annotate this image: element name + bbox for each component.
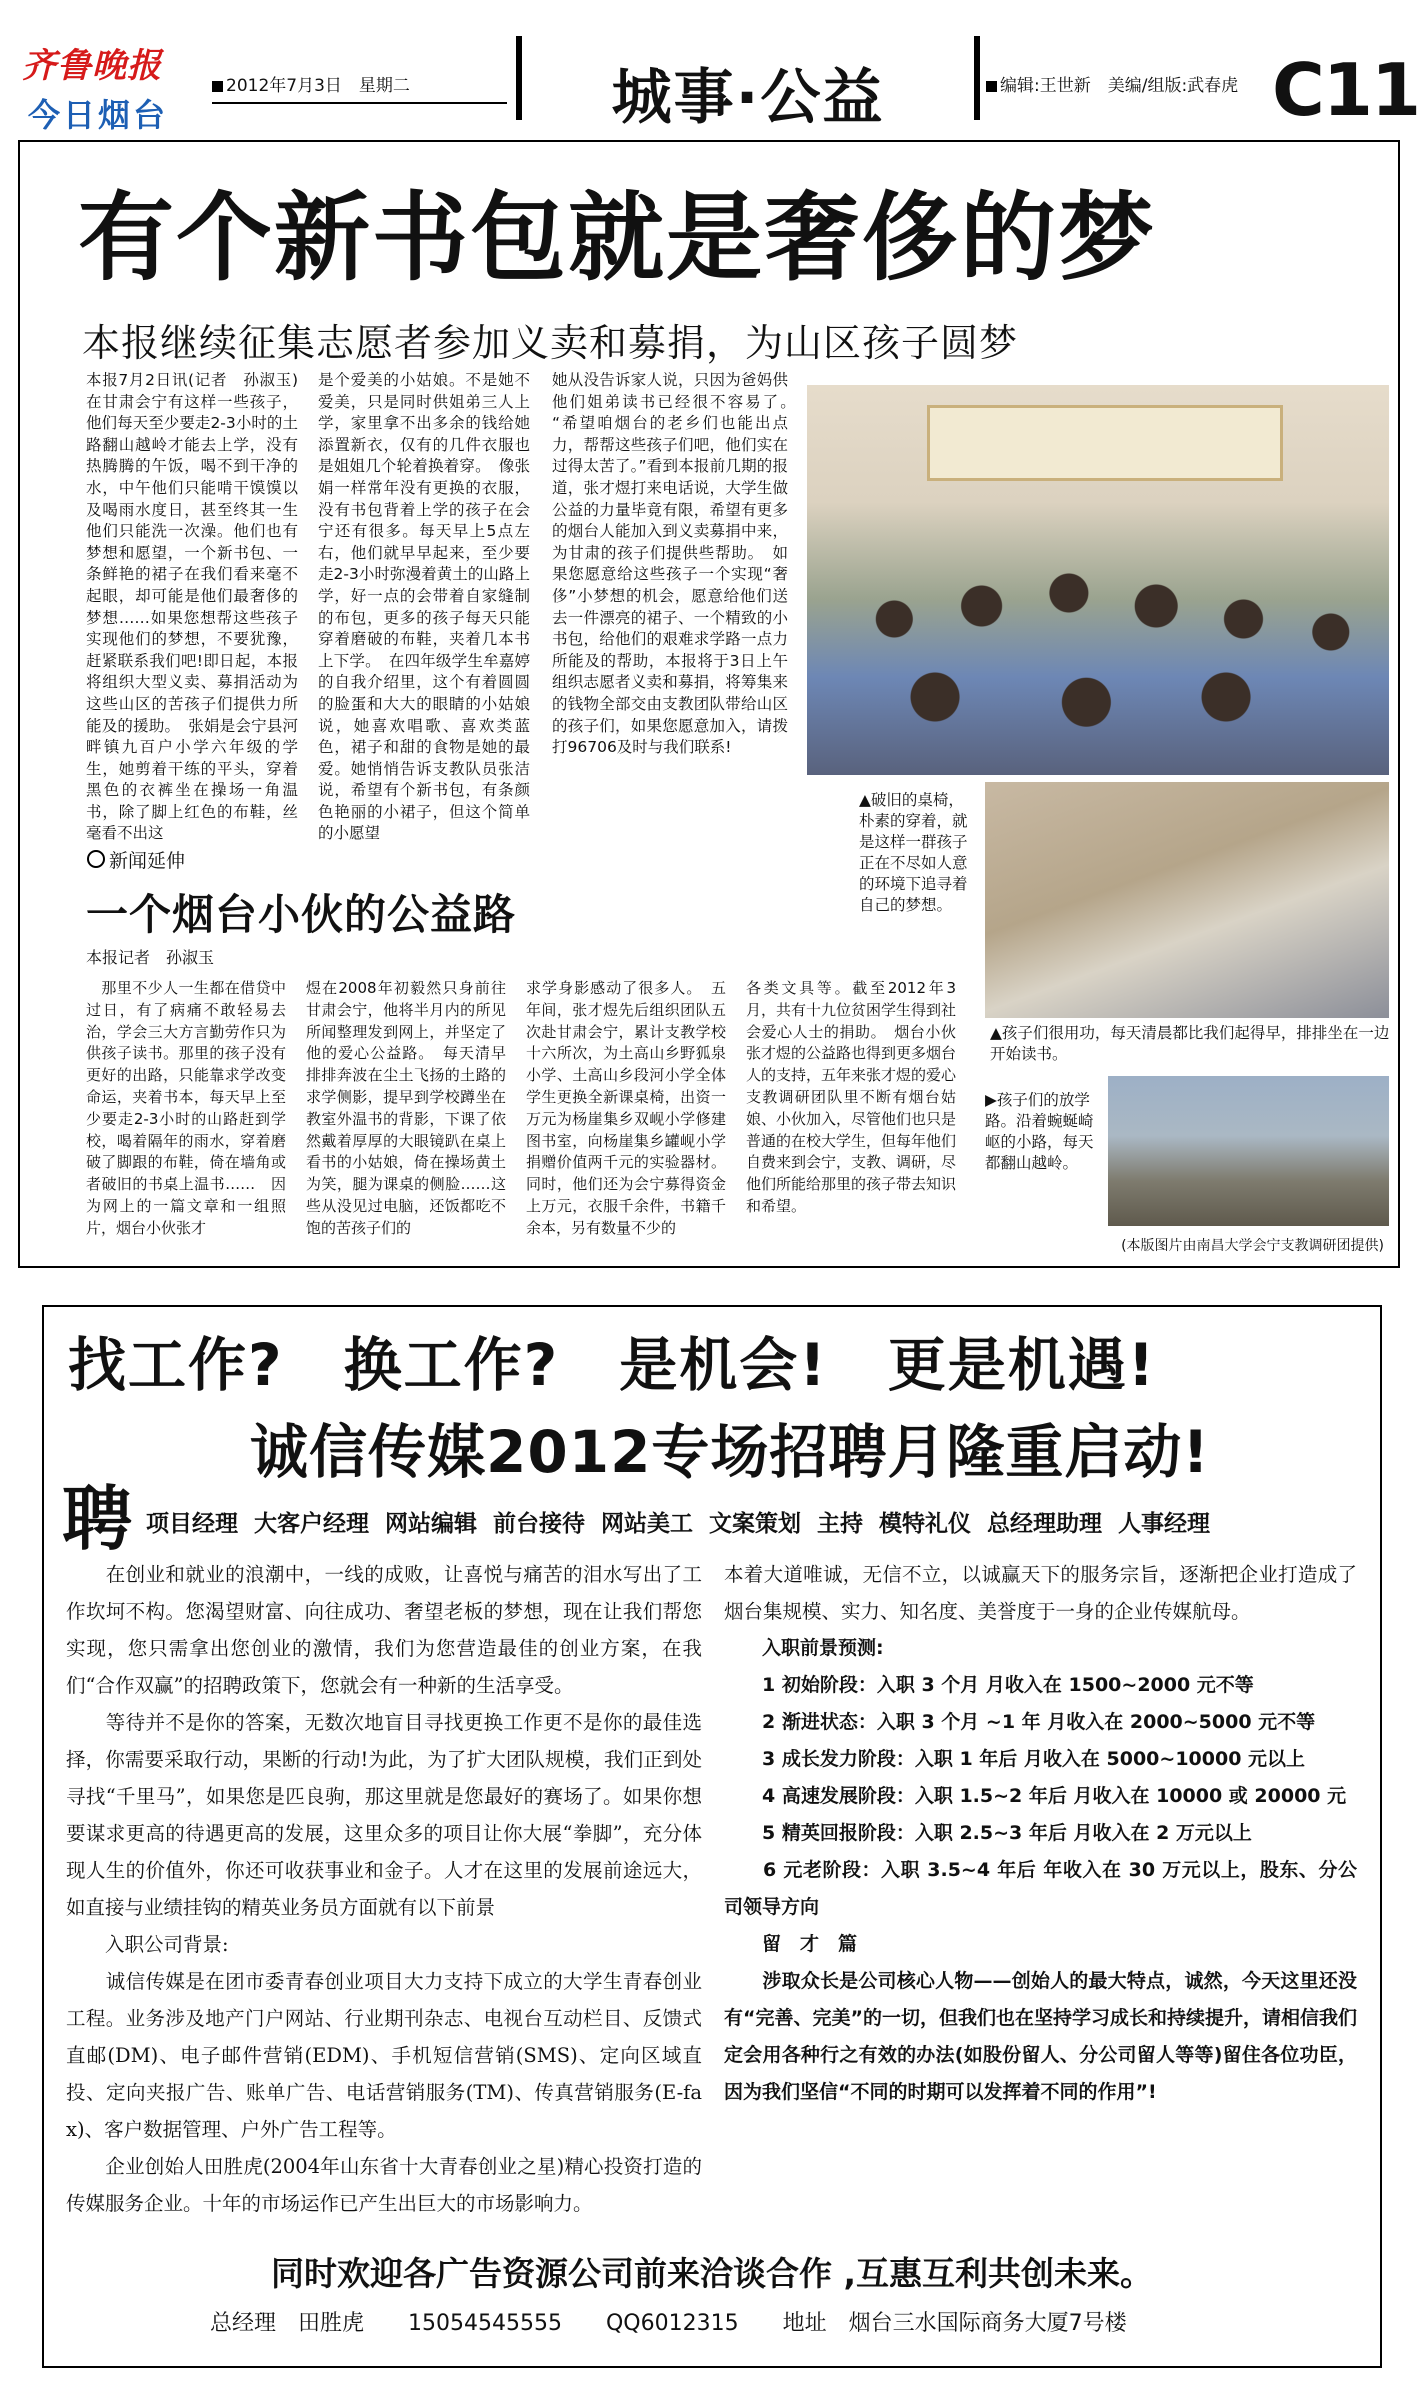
students-crowd	[807, 515, 1389, 775]
classroom-photo	[807, 385, 1389, 775]
photo-caption-road: ▶孩子们的放学路。沿着蜿蜒崎岖的小路，每天都翻山越岭。	[985, 1090, 1103, 1174]
prospect-item: 2 渐进状态：入职 3 个月 ~1 年 月收入在 2000~5000 元不等	[724, 1711, 1316, 1733]
prospect-item: 4 高速发展阶段：入职 1.5~2 年后 月收入在 10000 或 20000 元	[724, 1785, 1347, 1807]
story-column-3: 她从没告诉家人说，只因为爸妈供他们姐弟读书已经很不容易了。 “希望咱烟台的老乡们也能出点力，帮帮这些孩子们吧，他们实在过得太苦了。”看到本报前几期的报道，张才煜打来电话说，大学生做公益的力量毕竟有限，希望有更多的烟台人能加入到义卖募捐中来，为甘肃的孩子们提供些帮助。 如果您愿意给这些孩子一个实现“奢侈”小梦想的机会，愿意给他们送去一件漂亮的裙子、一个精致的小书包，给他们的艰难求学路一点力所能及的帮助，本报将于3日上午组织志愿者义卖和募捐，将筹集来的钱物全部交由支教团队带给山区的孩子们，如果您愿意加入，请拨打96706及时与我们联系!	[552, 371, 804, 757]
retain-title: 留 才 篇	[724, 1933, 858, 1955]
ad-right-column	[724, 1556, 1357, 2111]
job-title: 主持	[817, 1511, 863, 1537]
ad-footer-slogan: 同时欢迎各广告资源公司前来洽谈合作 ,互惠互利共创未来。	[270, 2254, 1154, 2293]
sub-story-byline: 本报记者 孙淑玉	[86, 948, 215, 967]
header-divider-right	[974, 36, 980, 120]
ad-left-column	[66, 1556, 702, 2222]
page-number: C11	[1272, 48, 1419, 132]
header-divider-left	[516, 36, 522, 120]
job-title: 总经理助理	[987, 1511, 1102, 1537]
photo-caption-reading: ▲孩子们很用功，每天清晨都比我们起得早，排排坐在一边开始读书。	[990, 1024, 1390, 1063]
prospect-item: 3 成长发力阶段：入职 1 年后 月收入在 5000~10000 元以上	[724, 1748, 1306, 1770]
story-column-2: 是个爱美的小姑娘。不是她不爱美，只是同时供姐弟三人上学，家里拿不出多余的钱给她添置新衣，仅有的几件衣服也是姐姐几个轮着换着穿。 像张娟一样常年没有更换的衣服，没有书包背着上学的孩子在会宁还有很多。每天早上5点左右，他们就早早起来，至少要走2-3小时弥漫着黄土的山路上学，好一点的会带着自家缝制的布包，更多的孩子每天只能穿着磨破的布鞋，夹着几本书上下学。 在四年级学生牟嘉婷的自我介绍里，这个有着圆圆的脸蛋和大大的眼睛的小姑娘说，她喜欢唱歌、喜欢类蓝色，裙子和甜的食物是她的最爱。她悄悄告诉支教队员张洁说，希望有个新书包，有条颜色艳丽的小裙子，但这个简单的小愿望	[318, 371, 530, 843]
sub-story-column-1: 那里不少人一生都在借贷中过日，有了病痛不敢轻易去治，学会三大方言勤劳作只为供孩子读书。那里的孩子没有更好的出路，只能靠求学改变命运，夹着书本，每天早上至少要走2-3小时的山路赶到学校，喝着隔年的雨水，穿着磨破了脚跟的布鞋，倚在墙角或者破旧的书桌上温书…… 因为网上的一篇文章和一组照片，烟台小伙张才	[86, 979, 286, 1237]
kicker-text: 新闻延伸	[109, 850, 186, 872]
issue-date	[212, 71, 410, 96]
photo-credit: (本版图片由南昌大学会宁支教调研团提供)	[984, 1236, 1384, 1257]
circle-bullet-icon	[87, 850, 105, 868]
sub-story-column-4: 各类文具等。截至2012年3月，共有十九位贫困学生得到社会爱心人士的捐助。 烟台小伙张才煜的公益路也得到更多烟台人的支持，五年来张才煜的爱心支教调研团队里不断有烟台姑娘、小伙加入，尽管他们也只是普通的在校大学生，但每年他们自费来到会宁，支教、调研，尽他们所能给那里的孩子带去知识和希望。	[746, 979, 957, 1215]
editor-credits	[986, 71, 1238, 96]
ad-subheadline: 诚信传媒2012专场招聘月隆重启动!	[250, 1418, 1210, 1486]
job-title: 网站美工	[601, 1511, 693, 1537]
job-title: 网站编辑	[385, 1511, 477, 1537]
square-bullet-icon	[212, 81, 223, 92]
prospect-item: 1 初始阶段：入职 3 个月 月收入在 1500~2000 元不等	[724, 1674, 1254, 1696]
sub-story-column-2: 煜在2008年初毅然只身前往甘肃会宁，他将半月内的所见所闻整理发到网上，并坚定了他的爱心公益路。 每天清早排排奔波在尘土飞扬的土路的求学侧影，提早到学校蹲坐在教室外温书的背影，下课了依然戴着厚厚的大眼镜趴在桌上看书的小姑娘，倚在操场黄土为笑，腿为课桌的侧脸……这些从没见过电脑，还饭都吃不饱的苦孩子们的	[306, 979, 506, 1237]
square-bullet-icon	[986, 81, 997, 92]
ad-hiring-glyph: 聘	[62, 1478, 132, 1560]
kicker	[87, 846, 185, 873]
prospect-item: 5 精英回报阶段：入职 2.5~3 年后 月收入在 2 万元以上	[724, 1822, 1252, 1844]
ad-paragraph: 诚信传媒是在团市委青春创业项目大力支持下成立的大学生青春创业工程。业务涉及地产门户网站、行业期刊杂志、电视台互动栏目、反馈式直邮(DM)、电子邮件营销(EDM)、手机短信营销(SMS)、定向区域直投、定向夹报广告、账单广告、电话营销服务(TM)、传真营销服务(E-fax)、客户数据管理、户外广告工程等。	[66, 1970, 702, 2141]
prospect-item: 6 元老阶段：入职 3.5~4 年后 年收入在 30 万元以上，股东、分公司领导方向	[724, 1859, 1357, 1918]
road-to-school-photo	[1108, 1076, 1389, 1226]
prospect-title: 入职前景预测:	[724, 1637, 884, 1659]
job-list	[146, 1505, 1210, 1538]
ad-paragraph: 企业创始人田胜虎(2004年山东省十大青春创业之星)精心投资打造的传媒服务企业。十年的市场运作已产生出巨大的市场影响力。	[66, 2155, 702, 2215]
sub-story-headline: 一个烟台小伙的公益路	[86, 890, 517, 939]
job-title: 项目经理	[146, 1511, 238, 1537]
newspaper-logo: 齐鲁晚报	[22, 46, 162, 86]
students-reading-photo	[985, 782, 1389, 1018]
story-headline: 有个新书包就是奢侈的梦	[78, 182, 1156, 294]
story-column-1: 本报7月2日讯(记者 孙淑玉) 在甘肃会宁有这样一些孩子，他们每天至少要走2-3小时的土路翻山越岭才能去上学，没有热腾腾的午饭，喝不到干净的水，中午他们只能啃干馍馍以及喝雨水度日，甚至终其一生他们只能洗一次澡。他们也有梦想和愿望，一个新书包、一条鲜艳的裙子在我们看来毫不起眼，却可能是他们最奢侈的梦想……如果您想帮这些孩子实现他们的梦想，不要犹豫，赶紧联系我们吧!即日起，本报将组织大型义卖、募捐活动为这些山区的苦孩子们提供力所能及的援助。 张娟是会宁县河畔镇九百户小学六年级的学生，她剪着干练的平头，穿着黑色的衣裤坐在操场一角温书，除了脚上红色的布鞋，丝毫看不出这	[86, 371, 314, 843]
editor-credits-text: 编辑:王世新 美编/组版:武春虎	[1000, 76, 1239, 96]
ad-headline: 找工作? 换工作? 是机会! 更是机遇!	[68, 1331, 1157, 1399]
photo-caption-classroom: ▲破旧的桌椅，朴素的穿着，就是这样一群孩子正在不尽如人意的环境下追寻着自己的梦想。	[859, 790, 977, 920]
ad-paragraph: 本着大道唯诚，无信不立，以诚赢天下的服务宗旨，逐渐把企业打造成了烟台集规模、实力、知名度、美誉度于一身的企业传媒航母。	[724, 1563, 1357, 1623]
ad-paragraph: 在创业和就业的浪潮中，一线的成败，让喜悦与痛苦的泪水写出了工作坎坷不构。您渴望财富、向往成功、奢望老板的梦想，现在让我们帮您实现，您只需拿出您创业的激情，我们为您营造最佳的创业方案，在我们“合作双赢”的招聘政策下，您就会有一种新的生活享受。	[66, 1563, 702, 1697]
section-title: 城事·公益	[611, 63, 885, 133]
header-rule	[212, 102, 507, 104]
ad-paragraph: 入职公司背景:	[66, 1933, 229, 1956]
retain-text: 涉取众长是公司核心人物——创始人的最大特点，诚然，今天这里还没有“完善、完美”的一切，但我们也在坚持学习成长和持续提升，请相信我们定会用各种行之有效的办法(如股份留人、分公司留人等等)留住各位功臣，因为我们坚信“不同的时期可以发挥着不同的作用”!	[724, 1970, 1357, 2103]
classroom-blackboard	[927, 405, 1283, 481]
ad-contact-line: 总经理 田胜虎 15054545555 QQ6012315 地址 烟台三水国际商务大厦7号楼	[210, 2311, 1127, 2336]
job-title: 人事经理	[1118, 1511, 1210, 1537]
story-subhead: 本报继续征集志愿者参加义卖和募捐，为山区孩子圆梦	[82, 321, 1019, 365]
job-title: 大客户经理	[254, 1511, 369, 1537]
job-title: 前台接待	[493, 1511, 585, 1537]
issue-date-text: 2012年7月3日 星期二	[226, 76, 410, 96]
ad-paragraph: 等待并不是你的答案，无数次地盲目寻找更换工作更不是你的最佳选择，你需要采取行动，果断的行动!为此，为了扩大团队规模，我们正到处寻找“千里马”，如果您是匹良驹，那这里就是您最好的赛场了。如果你想要谋求更高的待遇更高的发展，这里众多的项目让你大展“拳脚”，充分体现人生的价值外，你还可收获事业和金子。人才在这里的发展前途远大，如直接与业绩挂钩的精英业务员方面就有以下前景	[66, 1711, 702, 1919]
sub-story-column-3: 求学身影感动了很多人。 五年间，张才煜先后组织团队五次赴甘肃会宁，累计支教学校十六所次，为土高山乡野狐泉小学、土高山乡段河小学全体学生更换全新课桌椅，出资一万元为杨崖集乡双岘小学修建图书室，向杨崖集乡罐岘小学捐赠价值两千元的实验器材。同时，他们还为会宁募得资金上万元，衣服千余件，书籍千余本，另有数量不少的	[526, 979, 726, 1237]
job-title: 模特礼仪	[879, 1511, 971, 1537]
page-header	[18, 28, 1419, 140]
job-title: 文案策划	[709, 1511, 801, 1537]
edition-name: 今日烟台	[28, 96, 169, 134]
